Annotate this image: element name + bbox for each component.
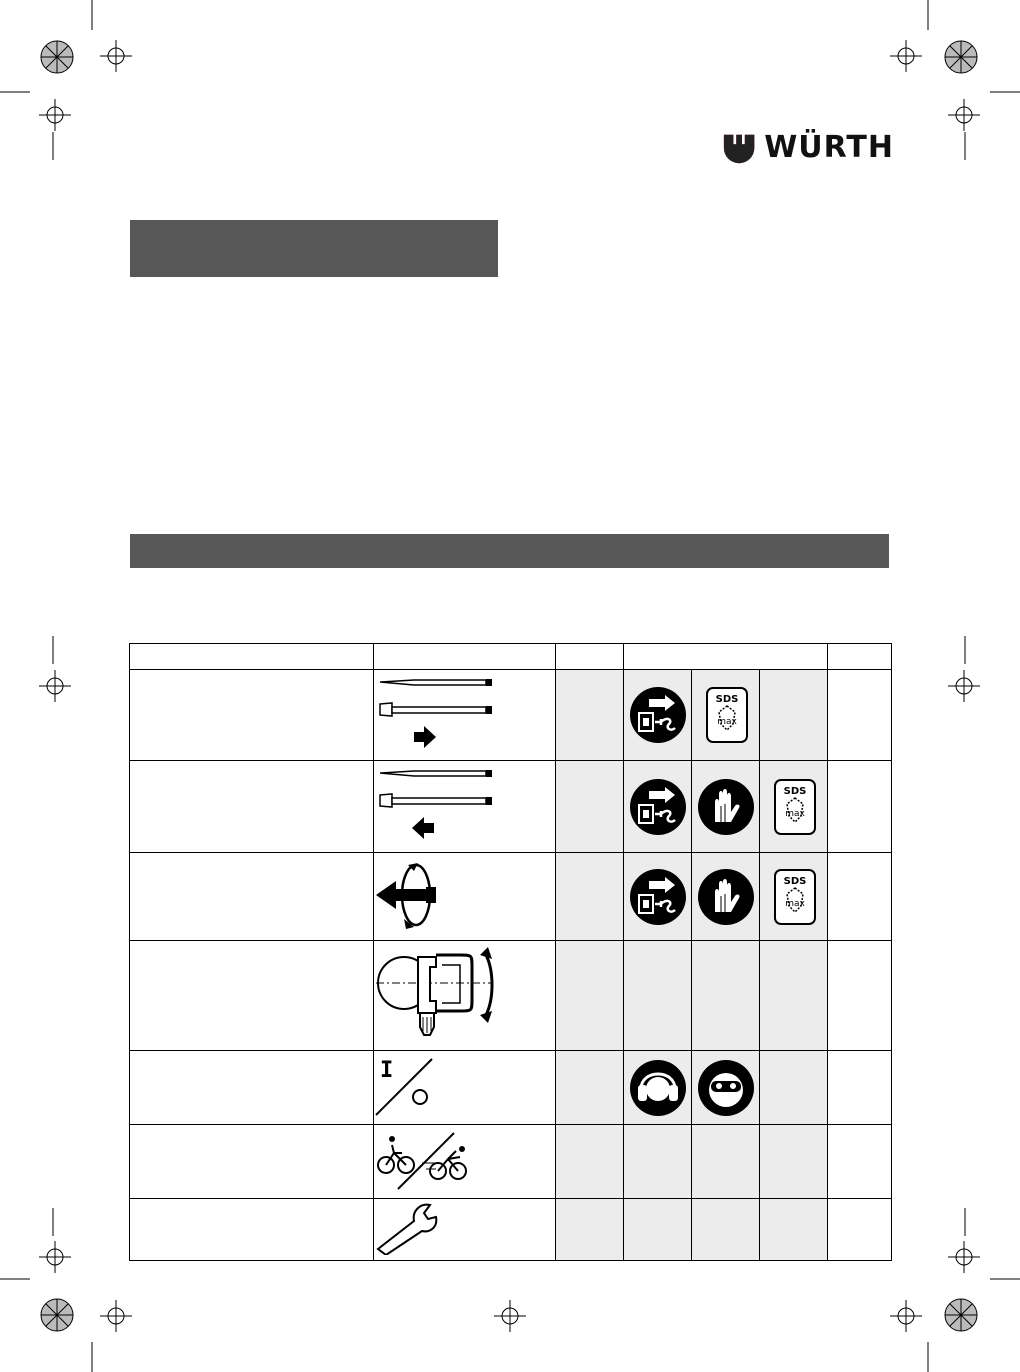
wurth-logo — [722, 128, 894, 168]
unplug-icon — [629, 778, 687, 836]
crosshair-icon — [39, 670, 71, 702]
svg-text:SDS: SDS — [715, 694, 738, 705]
shaded-cell — [556, 1199, 624, 1261]
wurth-emblem-icon — [722, 130, 756, 166]
operations-table — [129, 643, 892, 1261]
table-header-cell — [624, 644, 828, 670]
row-label-cell — [130, 1199, 374, 1261]
row-label-cell — [130, 761, 374, 853]
symbol-cell — [374, 1051, 556, 1125]
shaded-cell — [760, 670, 828, 761]
row-page-cell — [828, 1199, 892, 1261]
safety-cell — [760, 853, 828, 941]
symbol-cell — [374, 761, 556, 853]
symbol-cell — [374, 1125, 556, 1199]
svg-text:SDS: SDS — [783, 875, 806, 887]
auxiliary-handle-icon — [374, 941, 555, 1045]
shaded-cell — [556, 670, 624, 761]
table-row — [130, 670, 892, 761]
crosshair-icon — [494, 1300, 526, 1332]
safety-cell — [624, 670, 692, 761]
table-row — [130, 1199, 892, 1261]
crosshair-icon — [948, 99, 980, 131]
registration-rosette-icon — [41, 41, 73, 73]
table-row — [130, 1125, 892, 1199]
safety-cell — [624, 761, 692, 853]
unplug-icon — [629, 686, 687, 744]
section-header-bar — [130, 220, 498, 277]
safety-cell — [692, 853, 760, 941]
shaded-cell — [556, 941, 624, 1051]
table-header-cell — [130, 644, 374, 670]
table-header-cell — [828, 644, 892, 670]
crosshair-icon — [100, 40, 132, 72]
row-page-cell — [828, 941, 892, 1051]
table-row — [130, 761, 892, 853]
svg-text:SDS: SDS — [783, 785, 806, 797]
table-row — [130, 1051, 892, 1125]
chisel-remove-icon — [374, 761, 555, 847]
row-page-cell — [828, 853, 892, 941]
svg-text:max: max — [716, 717, 737, 727]
row-page-cell — [828, 1051, 892, 1125]
safety-cell — [692, 761, 760, 853]
table-header-cell — [374, 644, 556, 670]
shaded-cell — [624, 1125, 692, 1199]
wrench-icon — [374, 1199, 555, 1255]
row-label-cell — [130, 1051, 374, 1125]
sds-max-icon — [697, 686, 755, 744]
shaded-cell — [760, 1199, 828, 1261]
shaded-cell — [692, 941, 760, 1051]
safety-cell — [760, 761, 828, 853]
on-off-icon — [374, 1051, 555, 1119]
gloves-icon — [697, 868, 755, 926]
safety-cell — [624, 853, 692, 941]
crosshair-icon — [890, 40, 922, 72]
safety-cell — [692, 1051, 760, 1125]
ear-protection-icon — [629, 1059, 687, 1117]
shaded-cell — [556, 853, 624, 941]
sds-max-icon — [765, 778, 823, 836]
chisel-insert-icon — [374, 670, 555, 755]
row-page-cell — [828, 1125, 892, 1199]
shaded-cell — [624, 941, 692, 1051]
row-page-cell — [828, 761, 892, 853]
crosshair-icon — [890, 1300, 922, 1332]
row-label-cell — [130, 1125, 374, 1199]
registration-rosette-icon — [945, 1299, 977, 1331]
table-row — [130, 941, 892, 1051]
shaded-cell — [760, 1125, 828, 1199]
symbol-cell — [374, 670, 556, 761]
crosshair-icon — [39, 1241, 71, 1273]
symbol-cell — [374, 853, 556, 941]
brand-name: WÜRTH — [764, 130, 894, 165]
sds-max-icon — [765, 868, 823, 926]
unplug-icon — [629, 868, 687, 926]
table-row — [130, 853, 892, 941]
speed-selection-icon — [374, 1125, 555, 1193]
crosshair-icon — [948, 1241, 980, 1273]
shaded-cell — [760, 1051, 828, 1125]
rotate-chisel-icon — [374, 853, 555, 935]
crosshair-icon — [100, 1300, 132, 1332]
svg-text:max: max — [784, 808, 805, 819]
svg-text:I: I — [380, 1058, 394, 1083]
row-label-cell — [130, 941, 374, 1051]
symbol-cell — [374, 941, 556, 1051]
svg-text:max: max — [784, 898, 805, 909]
crosshair-icon — [948, 670, 980, 702]
row-page-cell — [828, 670, 892, 761]
shaded-cell — [556, 1125, 624, 1199]
row-label-cell — [130, 670, 374, 761]
table-header-row — [130, 644, 892, 670]
row-label-cell — [130, 853, 374, 941]
registration-rosette-icon — [945, 41, 977, 73]
eye-protection-icon — [697, 1059, 755, 1117]
shaded-cell — [692, 1199, 760, 1261]
registration-rosette-icon — [41, 1299, 73, 1331]
safety-cell — [692, 670, 760, 761]
shaded-cell — [556, 1051, 624, 1125]
shaded-cell — [624, 1199, 692, 1261]
section-header-bar-wide — [130, 534, 889, 568]
gloves-icon — [697, 778, 755, 836]
shaded-cell — [556, 761, 624, 853]
shaded-cell — [760, 941, 828, 1051]
crosshair-icon — [39, 99, 71, 131]
symbol-cell — [374, 1199, 556, 1261]
table-header-cell — [556, 644, 624, 670]
shaded-cell — [692, 1125, 760, 1199]
safety-cell — [624, 1051, 692, 1125]
